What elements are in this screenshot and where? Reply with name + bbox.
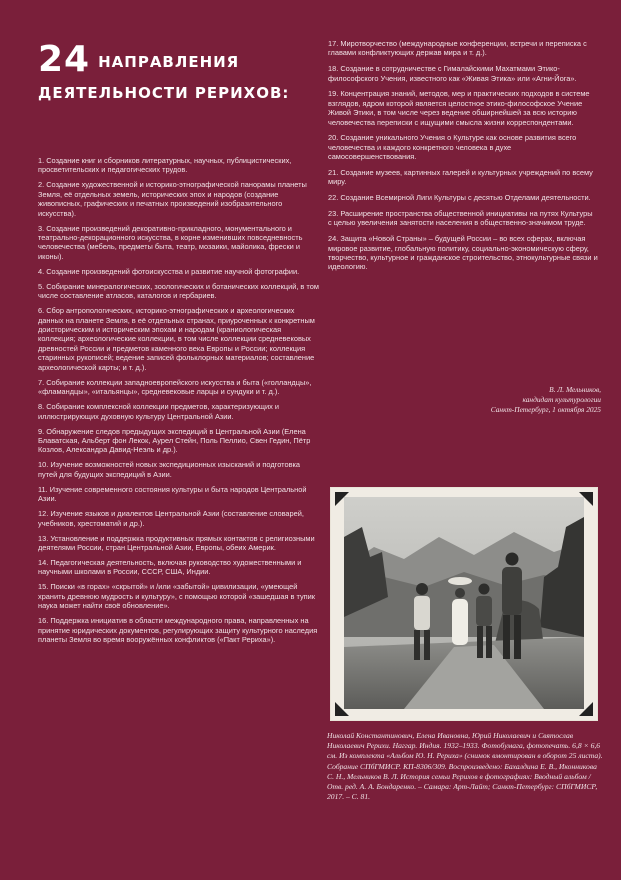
historical-photo-icon <box>344 497 584 709</box>
direction-item-3: 3. Создание произведений декоративно-прикладного, монументального и театрально-декорационного искусства, в корне изменивших повседневность человечества (мебель, предметы быта, театр, мозаики, майолика, фрески и иконы). <box>38 223 303 261</box>
heading-line-2: ДЕЯТЕЛЬНОСТИ РЕРИХОВ: <box>38 84 290 102</box>
direction-item-12: 12. Изучение языков и диалектов Центральной Азии (составление словарей, учебников, хрестоматий и др.). <box>38 509 304 528</box>
author-title: кандидат культурологии <box>522 395 601 404</box>
direction-item-14: 14. Педагогическая деятельность, включая руководство художественными и научными школами в России, СССР, США, Индии. <box>38 557 302 577</box>
direction-item-19: 19. Концентрация знаний, методов, мер и практических подходов в системе взглядов, ядром которой является целостное этико-философское Учение Живой Этики, в том числе через ведение обширнейшей за всю историю человечества переписки с ищущими смысла жизни корреспондентами. <box>328 89 590 127</box>
heading-number: 24 <box>38 39 91 80</box>
direction-item-21: 21. Создание музеев, картинных галерей и культурных учреждений по всему миру. <box>328 168 593 187</box>
direction-item-20: 20. Создание уникального Учения о Культуре как основе развития всего человечества и каждого конкретного человека в духе самосовершенствования. <box>328 133 577 162</box>
direction-item-9: 9. Обнаружение следов предыдущих экспедиций в Центральной Азии (Елена Блаватская, Альберт фон Лекок, Аурел Стейн, Поль Пеллио, Свен Гедин, Пётр Козлов, Александра Давид-Неэль и др.). <box>38 426 311 455</box>
direction-item-11: 11. Изучение современного состояния культуры и быта народов Центральной Азии. <box>38 484 307 504</box>
direction-item-18: 18. Создание в сотрудничестве с Гималайскими Махатмами Этико-философского Учения, известного как «Живая Этика» или «Агни-Йога». <box>328 64 577 83</box>
direction-item-7: 7. Собирание коллекции западноевропейского искусства и быта («голландцы», «фламандцы», «итальянцы», средневековые ларцы и сундуки и т. д.). <box>38 377 312 397</box>
author-name: В. Л. Мельников, <box>549 385 601 394</box>
direction-item-2: 2. Создание художественной и историко-этнографической панорамы планеты Земля, её отдельных земель, исторических эпох и народов (создание живописных, графических и печатных произведений изобразительного искусства). <box>38 180 307 218</box>
signature-place-date: Санкт-Петербург, 1 октября 2025 <box>490 405 601 414</box>
direction-item-24: 24. Защита «Новой Страны» – будущей России – во всех сферах, включая мировое развитие, глобальную политику, социально-экономическую сферу, творчество, культурное и гражданское строительство, этнокультурные связи и идеологию. <box>328 234 598 272</box>
left-column <box>38 156 320 650</box>
photo-caption: Николай Константинович, Елена Ивановна, Юрий Николаевич и Святослав Николаевич Рерихи. Наггар. Индия. 1932–1933. Фотобумага, фотопечать. 6,8 × 6,6 см. Из комплекта «Альбом Ю. Н. Рериха» (снимок вмонтирован в оборот 25 листа). Собрание СПбГМИСР. КП-8306/309. Воспроизведено: Бахалдина Е. В., Иконникова С. Н., Мельников В. Л. История семьи Рерихов в фотографиях: Вводный альбом / Отв. ред. А. А. Бондаренко. – Самара: Арт-Лайт; Санкт-Петербург: СПбГМИСР, 2017. – С. 81. <box>327 731 603 802</box>
direction-item-6: 6. Сбор антропологических, историко-этнографических и археологических данных на планете Земля, в её отдельных странах, приуроченных к конкретным доисторическим и историческим эпохам и народам (краниологическая коллекция; археологические коллекции, в том числе коллекции средневековых древностей России и предметов каменного века Европы и России; коллекция старинных рукописей; ведение записей фольклорных материалов; составление археологической карты; и т. д.). <box>38 306 315 372</box>
direction-item-16: 16. Поддержка инициатив в области международного права, направленных на принятие юридических документов, регулирующих защиту культурного наследия планеты Земля во время вооружённых конфликтов («Пакт Рериха»). <box>38 616 318 644</box>
right-column <box>328 39 598 278</box>
direction-item-1: 1. Создание книг и сборников литературных, научных, публицистических, просветительских и педагогических трудов. <box>38 156 292 175</box>
direction-item-8: 8. Собирание комплексной коллекции предметов, характеризующих и иллюстрирующих духовную культуру Центральной Азии. <box>38 402 280 421</box>
direction-item-10: 10. Изучение возможностей новых экспедиционных изысканий и подготовка путей для будущих экспедиций в Азии. <box>38 460 301 479</box>
heading-line-1: НАПРАВЛЕНИЯ <box>98 53 240 71</box>
direction-item-15: 15. Поиски «в горах» «скрытой» и /или «забытой» цивилизации, «умеющей хранить древнюю мудрость и культуру», с помощью которой «зашедшая в тупик наука может найти своё обновление». <box>38 582 316 611</box>
direction-item-5: 5. Собирание минералогических, зоологических и ботанических коллекций, в том числе составление атласов, каталогов и гербариев. <box>38 281 319 301</box>
author-signature <box>401 385 601 415</box>
direction-item-13: 13. Установление и поддержка продуктивных прямых контактов с религиозными деятелями России, стран Центральной Азии, Европы, обеих Америк. <box>38 533 315 552</box>
direction-item-4: 4. Создание произведений фотоискусства и развитие научной фотографии. <box>38 266 300 276</box>
direction-item-22: 22. Создание Всемирной Лиги Культуры с десятью Отделами деятельности. <box>328 193 591 203</box>
direction-item-17: 17. Миротворчество (международные конференции, встречи и переписка с главами конфликтующих держав мира и т. д.). <box>328 39 587 58</box>
page-heading <box>38 39 328 102</box>
direction-item-23: 23. Расширение пространства общественной инициативы на путях Культуры с целью увеличения занятости населения в общественно-значимом труде. <box>328 209 593 228</box>
